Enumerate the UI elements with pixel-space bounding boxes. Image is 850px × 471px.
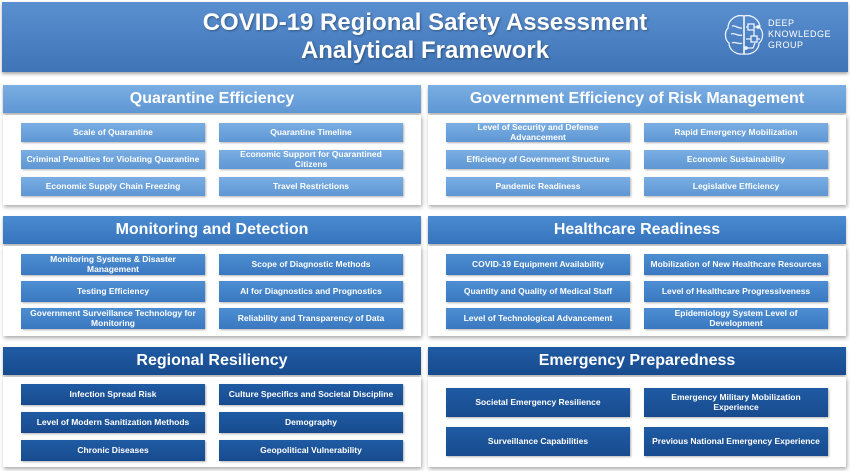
- factor-grid: [21, 384, 403, 461]
- panel-government-efficiency: [428, 85, 846, 205]
- panel-title-quarantine-efficiency: Quarantine Efficiency: [3, 85, 421, 113]
- page-title-line-1: COVID-19 Regional Safety Assessment: [202, 9, 648, 36]
- header-banner: [2, 2, 848, 72]
- factor-box: Surveillance Capabilities: [446, 427, 630, 456]
- logo-text-line-1: DEEP: [768, 18, 795, 28]
- factor-grid: [446, 123, 828, 196]
- factor-box: Mobilization of New Healthcare Resources: [644, 254, 828, 275]
- panel-title-monitoring-detection: Monitoring and Detection: [3, 216, 421, 244]
- deep-knowledge-group-logo: [722, 12, 834, 58]
- panel-healthcare-readiness: [428, 216, 846, 336]
- factor-box: Level of Technological Advancement: [446, 308, 630, 329]
- factor-grid: [446, 254, 828, 329]
- factor-box: Societal Emergency Resilience: [446, 388, 630, 417]
- factor-box: Criminal Penalties for Violating Quarantine: [21, 150, 205, 169]
- factor-box: Level of Modern Sanitization Methods: [21, 412, 205, 433]
- factor-box: AI for Diagnostics and Prognostics: [219, 281, 403, 302]
- panel-monitoring-detection: [3, 216, 421, 336]
- panel-regional-resiliency: [3, 347, 421, 467]
- panel-body-government-efficiency: [428, 115, 846, 205]
- factor-box: Demography: [219, 412, 403, 433]
- factor-box: Legislative Efficiency: [644, 177, 828, 196]
- factor-box: Reliability and Transparency of Data: [219, 308, 403, 329]
- panel-body-healthcare-readiness: [428, 246, 846, 336]
- factor-box: COVID-19 Equipment Availability: [446, 254, 630, 275]
- panel-emergency-preparedness: [428, 347, 846, 467]
- factor-box: Geopolitical Vulnerability: [219, 440, 403, 461]
- logo-text: [768, 18, 838, 51]
- factor-box: Quarantine Timeline: [219, 123, 403, 142]
- factor-box: Travel Restrictions: [219, 177, 403, 196]
- factor-box: Chronic Diseases: [21, 440, 205, 461]
- factor-box: Economic Support for Quarantined Citizens: [219, 150, 403, 169]
- page-title-line-2: Analytical Framework: [300, 37, 550, 64]
- factor-grid: [446, 388, 828, 456]
- panel-title-emergency-preparedness: Emergency Preparedness: [428, 347, 846, 375]
- factor-box: Pandemic Readiness: [446, 177, 630, 196]
- factor-box: Testing Efficiency: [21, 281, 205, 302]
- factor-box: Government Surveillance Technology for Monitoring: [21, 308, 205, 329]
- factor-box: Economic Supply Chain Freezing: [21, 177, 205, 196]
- factor-box: Rapid Emergency Mobilization: [644, 123, 828, 142]
- factor-box: Efficiency of Government Structure: [446, 150, 630, 169]
- factor-box: Monitoring Systems & Disaster Management: [21, 254, 205, 275]
- panel-title-healthcare-readiness: Healthcare Readiness: [428, 216, 846, 244]
- logo-text-line-2: KNOWLEDGE: [768, 29, 832, 39]
- factor-box: Emergency Military Mobilization Experience: [644, 388, 828, 417]
- factor-box: Economic Sustainability: [644, 150, 828, 169]
- factor-box: Scale of Quarantine: [21, 123, 205, 142]
- panel-body-monitoring-detection: [3, 246, 421, 336]
- factor-box: Epidemiology System Level of Development: [644, 308, 828, 329]
- panel-title-government-efficiency: Government Efficiency of Risk Management: [428, 85, 846, 113]
- brain-icon: [722, 12, 766, 58]
- logo-text-line-3: GROUP: [768, 40, 804, 50]
- factor-box: Level of Healthcare Progressiveness: [644, 281, 828, 302]
- factor-box: Quantity and Quality of Medical Staff: [446, 281, 630, 302]
- factor-box: Level of Security and Defense Advancement: [446, 123, 630, 142]
- panel-body-emergency-preparedness: [428, 377, 846, 467]
- factor-grid: [21, 123, 403, 196]
- factor-box: Scope of Diagnostic Methods: [219, 254, 403, 275]
- factor-box: Previous National Emergency Experience: [644, 427, 828, 456]
- factor-grid: [21, 254, 403, 329]
- factor-box: Culture Specifics and Societal Discipline: [219, 384, 403, 405]
- panel-quarantine-efficiency: [3, 85, 421, 205]
- factor-box: Infection Spread Risk: [21, 384, 205, 405]
- panel-title-regional-resiliency: Regional Resiliency: [3, 347, 421, 375]
- panel-body-quarantine-efficiency: [3, 115, 421, 205]
- panel-body-regional-resiliency: [3, 377, 421, 467]
